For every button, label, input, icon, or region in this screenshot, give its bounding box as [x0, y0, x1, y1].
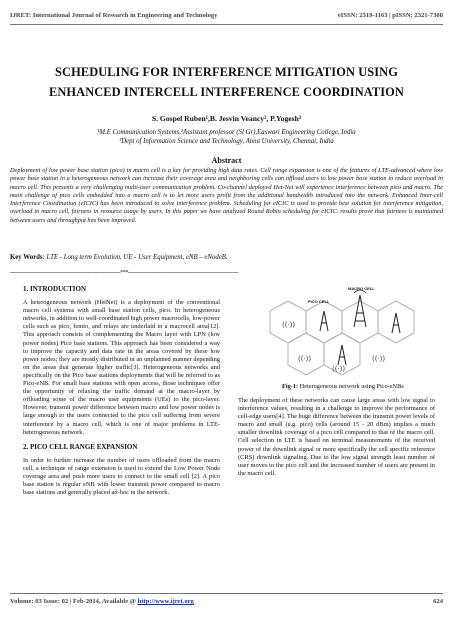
intro-paragraph: A heterogeneous network (HetNet) is a deployment of the conventional macro cell systems with small base station cells, pico. In heterogeneous networks, in addition to well-coordinated high power macrocells, low-power cells such as pico, femto, and relays are underlaid in a macrocell area[12]. This approach consists of complementing the Macro layer with LPN (low power nodes) Pico base stations. This approach has been considered a way to improve the capacity and data rate in the areas covered by these low power nodes; they are mostly distributed in an unplanned manner depending on the areas that generate higher traffic[3]. Heterogeneous networks and specifically on the Pico base stations deployments that will be referred to as Pico-eNB. For small base stations with open access, those techniques offer the opportunity of relaxing the traffic demand at the macro-layer by offloading some of the macro user equipments (UEs) to the pico-layer. However, transmit power difference between macro and low power nodes is large enough to the users connected to the pico cell suffering from severe interference by a macro cell, which is one of major problems in LTE-heterogeneous network.	[23, 299, 220, 436]
affiliations	[0, 128, 453, 146]
hetnet-figure	[238, 283, 435, 391]
section-divider: ---------------------------------------------------------------------***---------------------------------------------------------------------	[10, 270, 239, 276]
pico-heading: 2. PICO CELL RANGE EXPANSION	[23, 442, 138, 451]
right-paragraph: The deployment of these networks can cause large areas with low signal to interference values, resulting in a challenge to improve the performance of cell-edge users[4]. The huge difference between the transmit power levels of macro and small (e.g. pico) cells (around 15 - 20 dBm) implies a much smaller downlink coverage of a pico cell compared to that of the macro cell. Cell selection in LTE is based on terminal measurements of the received power of the downlink signal or more specifically the cell specific reference (CRS) downlink signaling. Due to the low signal strength least number of user moves to the pico cell and the increased number of users are present in the macro cell.	[238, 397, 435, 477]
page-number: 624	[433, 598, 443, 605]
affiliation-line-2: ³Dept of Information Science and Technology, Anna University, Chennai, India	[119, 138, 334, 145]
footer-volume	[10, 598, 194, 605]
hex-cell-far-right	[378, 301, 414, 343]
page-footer	[10, 598, 443, 605]
intro-heading: 1. INTRODUCTION	[23, 285, 87, 293]
macro-cell-label: MACRO CELL	[348, 286, 375, 291]
title-line-1: SCHEDULING FOR INTERFERENCE MITIGATION USING	[55, 65, 398, 79]
pico-tower-icon	[320, 311, 328, 331]
keywords	[10, 254, 443, 261]
title-line-2: ENHANCED INTERCELL INTERFERENCE COORDINATION	[49, 85, 404, 99]
journal-name: IJRET: International Journal of Research in Engineering and Technology	[10, 12, 218, 19]
keywords-label: Key Words	[10, 254, 43, 261]
pico-paragraph: In order to further increase the number of users offloaded from the macro cell, a technique of range extension is used to extend the Low Power Node coverage area and push more users to connect to the small cell [2]. A pico base station is regular eNB with lower transmit power compared to macro base stations and generally placed ad-hoc in the network.	[23, 456, 220, 497]
affiliation-line-1: ¹M.E Communication Systems,²Assistant professor (Sl Gr),Easwari Engineering College, India	[97, 129, 356, 136]
figure-caption-text: Heterogeneous network using Pico-eNBs	[298, 383, 404, 390]
pico-tower-icon	[392, 313, 400, 333]
abstract-body: Deployment of low power base station (pico) in macro cell is a key for providing high data rates. Cell range expansion is one of the features of LTE-advanced where low power base station in a heterogeneous network can increase their coverage area and neighboring cells can offload users to low power base station to reduce overload in macro cell. This presents a very challenging multi-user communication problem. Co-channel deployed Het-Net will experience interference between pico and macro. The main challenge of pico cells embedded into a macro cell is to let more users profit from the additional bandwidth introduced into the network. Enhanced Inter-cell Interference Coordination (eICIC) has been introduced to solve interference problem. Scheduling for eICIC is used to provide best solution for interference mitigation, overload in macro cell, fairness in resource usage by users. In this paper we have analyzed Round Robin scheduling for eICIC. results prove that fairness is maintained between users and throughput has been improved.	[10, 167, 443, 224]
figure-caption	[282, 383, 404, 390]
keywords-text: : LTE - Long term Evolution, UE - User Equipment, eNB – eNodeB.	[42, 254, 228, 261]
issn-text: eISSN: 2319-1163 | pISSN: 2321-7308	[337, 12, 443, 19]
footer-rule	[10, 593, 443, 594]
left-column	[23, 285, 220, 503]
hex-cell-center	[306, 301, 342, 343]
page-header	[10, 12, 443, 19]
antenna-icon: ((·))	[372, 355, 386, 363]
footer-volume-text: Volume: 03 Issue: 02 | Feb-2014, Available @	[10, 598, 138, 605]
journal-link[interactable]: http://www.ijret.org	[137, 598, 194, 605]
hex-cell-right	[342, 301, 378, 343]
antenna-icon: ((·))	[298, 355, 312, 363]
pico-tower-icon	[338, 345, 346, 365]
figure-caption-label: Fig-1:	[282, 383, 299, 390]
antenna-icon: ((·))	[282, 321, 296, 329]
header-rule	[10, 24, 443, 25]
abstract-heading: Abstract	[211, 156, 242, 165]
author-list: S. Gospel Ruben¹,B. Jesvin Veancy², P.Yogesh³	[151, 114, 302, 123]
antenna-icon: ((·))	[332, 365, 346, 373]
right-column	[238, 397, 435, 484]
paper-title	[16, 62, 437, 102]
macro-tower-icon	[354, 290, 366, 327]
pico-cell-label: PICO CELL	[308, 299, 330, 304]
hex-cell-bottom-left	[288, 333, 324, 375]
